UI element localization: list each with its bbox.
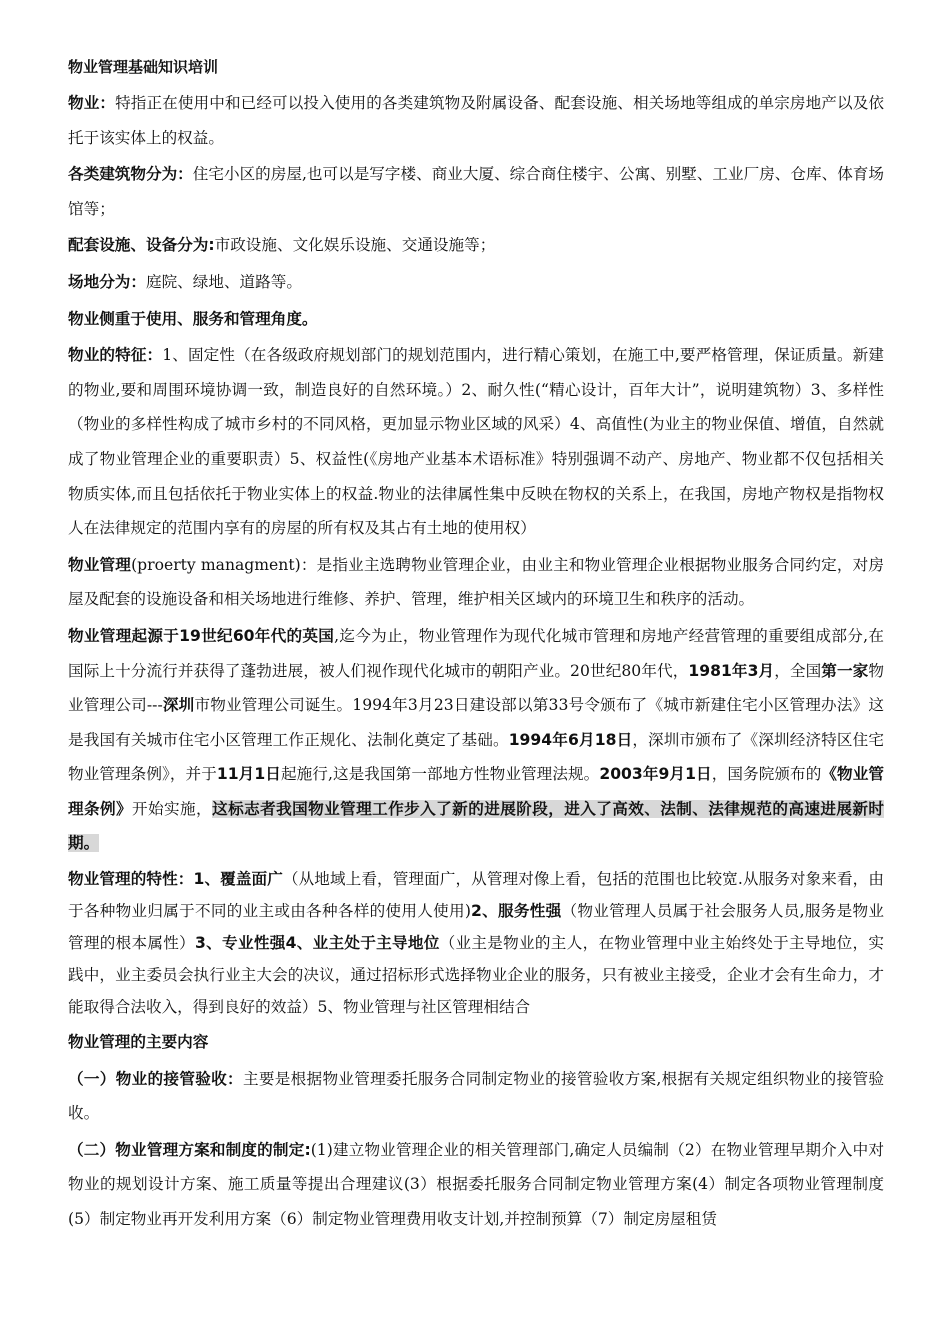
item-heading: （二）物业管理方案和制度的制定: — [68, 1140, 311, 1159]
history-date: 1994年6月18日 — [508, 730, 633, 749]
history-text: 市物业管理公司诞生。1994年3月23日建设部以第33号令颁布了《城市新建住宅小区管理办法》这是我国有关城市住宅小区管理工作正规化、法制化奠定了基础。 — [68, 696, 884, 749]
term-heading: 物业管理的特性： — [68, 870, 194, 889]
paragraph-focus: 物业侧重于使用、服务和管理角度。 — [68, 309, 318, 328]
term-text: 市政设施、文化娱乐设施、交通设施等； — [214, 236, 496, 255]
document-title: 物业管理基础知识培训 — [68, 58, 219, 76]
trait-professional: 3、专业性强 — [195, 934, 286, 953]
paragraph-property-features — [68, 338, 884, 546]
history-date: 1981年3月 — [688, 661, 775, 680]
section-heading-main-content: 物业管理的主要内容 — [68, 1033, 209, 1052]
trait-number: 1、 — [193, 870, 221, 889]
document-page — [68, 52, 884, 1239]
history-text: ，全国 — [774, 661, 822, 680]
history-first: 第一家 — [821, 661, 869, 680]
history-highlight: 这标志者我国物业管理工作步入了新的进展阶段，进入了高效、法制、法律规范的高速进展新时期。 — [68, 799, 884, 853]
term-text: (proerty managment)：是指业主选聘物业管理企业，由业主和物业管理企业根据物业服务合同约定，对房屋及配套的设施设备和相关场地进行维修、养护、管理，维护相关区域内的环境卫生和秩序的活动。 — [68, 555, 884, 609]
trait-owner-led: 4、业主处于主导地位 — [285, 934, 440, 953]
history-text: 物业管理公司--- — [68, 661, 884, 715]
history-text: 起施行,这是我国第一部地方性物业管理法规。 — [280, 765, 600, 784]
trait-text: （从地域上看，管理面广，从管理对像上看，包括的范围也比较宽.从服务对象来看，由于各种物业归属于不同的业主或由各种各样的使用人使用) — [68, 870, 884, 921]
paragraph-item-takeover — [68, 1062, 884, 1131]
term-heading: 各类建筑物分为： — [68, 165, 193, 184]
history-city: 深圳 — [162, 696, 195, 715]
paragraph-sites — [68, 265, 884, 300]
history-date: 11月1日 — [216, 765, 281, 784]
paragraph-management-traits — [68, 863, 884, 1023]
item-heading: （一）物业的接管验收： — [68, 1069, 243, 1088]
term-text: 住宅小区的房屋,也可以是写字楼、商业大厦、综合商住楼宇、公寓、别墅、工业厂房、仓库、体育场馆等； — [68, 165, 884, 218]
history-origin: 物业管理起源于19世纪60年代的英国 — [68, 626, 335, 645]
item-text: 主要是根据物业管理委托服务合同制定物业的接管验收方案,根据有关规定组织物业的接管验收。 — [68, 1069, 884, 1123]
trait-coverage: 覆盖面广 — [220, 870, 283, 889]
term-heading: 配套设施、设备分为: — [68, 236, 215, 255]
paragraph-management-definition — [68, 548, 884, 617]
history-text: ，深圳市颁布了《深圳经济特区住宅物业管理条例》，并于 — [68, 730, 884, 784]
history-regulation: 《物业管理条例》 — [68, 765, 884, 818]
term-text: 1、固定性（在各级政府规划部门的规划范围内，进行精心策划，在施工中,要严格管理，保证质量。新建的物业,要和周围环境协调一致，制造良好的自然环境。）2、耐久性(“精心设计，百年大计”，说明建筑物）3、多样性（物业的多样性构成了城市乡村的不同风格，更加显示物业区域的风采）4、高值性(为业主的物业保值、增值，自然就成了物业管理企业的重要职责）5、权益性(《房地产业基本术语标准》特别强调不动产、房地产、物业都不仅包括相关物质实体,而且包括依托于物业实体上的权益.物业的法律属性集中反映在物权的关系上，在我国，房地产物权是指物权人在法律规定的范围内享有的房屋的所有权及其占有土地的使用权） — [68, 346, 884, 538]
history-text: ,迄今为止，物业管理作为现代化城市管理和房地产经营管理的重要组成部分,在国际上十分流行并获得了蓬勃进展，被人们视作现代化城市的朝阳产业。20世纪80年代， — [68, 626, 884, 680]
trait-text: （业主是物业的主人，在物业管理中业主始终处于主导地位，实践中，业主委员会执行业主大会的决议，通过招标形式选择物业企业的服务，只有被业主接受，企业才会有生命力，才能取得合法收入，得到良好的效益）5、物业管理与社区管理相结合 — [68, 934, 884, 1017]
history-text: ，国务院颁布的 — [711, 765, 822, 784]
term-heading: 物业的特征： — [68, 346, 163, 365]
trait-text: （物业管理人员属于社会服务人员,服务是物业管理的根本属性） — [68, 902, 884, 953]
term-text: 特指正在使用中和已经可以投入使用的各类建筑物及附属设备、配套设施、相关场地等组成的单宗房地产以及依托于该实体上的权益。 — [68, 94, 884, 147]
term-heading: 场地分为： — [68, 272, 146, 291]
paragraph-management-history — [68, 619, 884, 861]
history-text: 开始实施， — [132, 799, 213, 818]
term-text: 庭院、绿地、道路等。 — [145, 272, 302, 291]
term-heading: 物业： — [68, 94, 116, 112]
item-text: (1)建立物业管理企业的相关管理部门,确定人员编制（2）在物业管理早期介入中对物业的规划设计方案、施工质量等提出合理建议(3）根据委托服务合同制定物业管理方案(4）制定各项物业管理制度(5）制定物业再开发利用方案（6）制定物业管理费用收支计划,并控制预算（7）制定房屋租赁 — [68, 1140, 884, 1229]
term-heading: 物业管理 — [68, 555, 132, 574]
paragraph-property-definition — [68, 86, 884, 155]
paragraph-building-types — [68, 157, 884, 226]
paragraph-item-plans — [68, 1133, 884, 1237]
paragraph-facilities — [68, 228, 884, 263]
trait-service: 2、服务性强 — [470, 902, 562, 921]
history-date: 2003年9月1日 — [599, 765, 712, 784]
